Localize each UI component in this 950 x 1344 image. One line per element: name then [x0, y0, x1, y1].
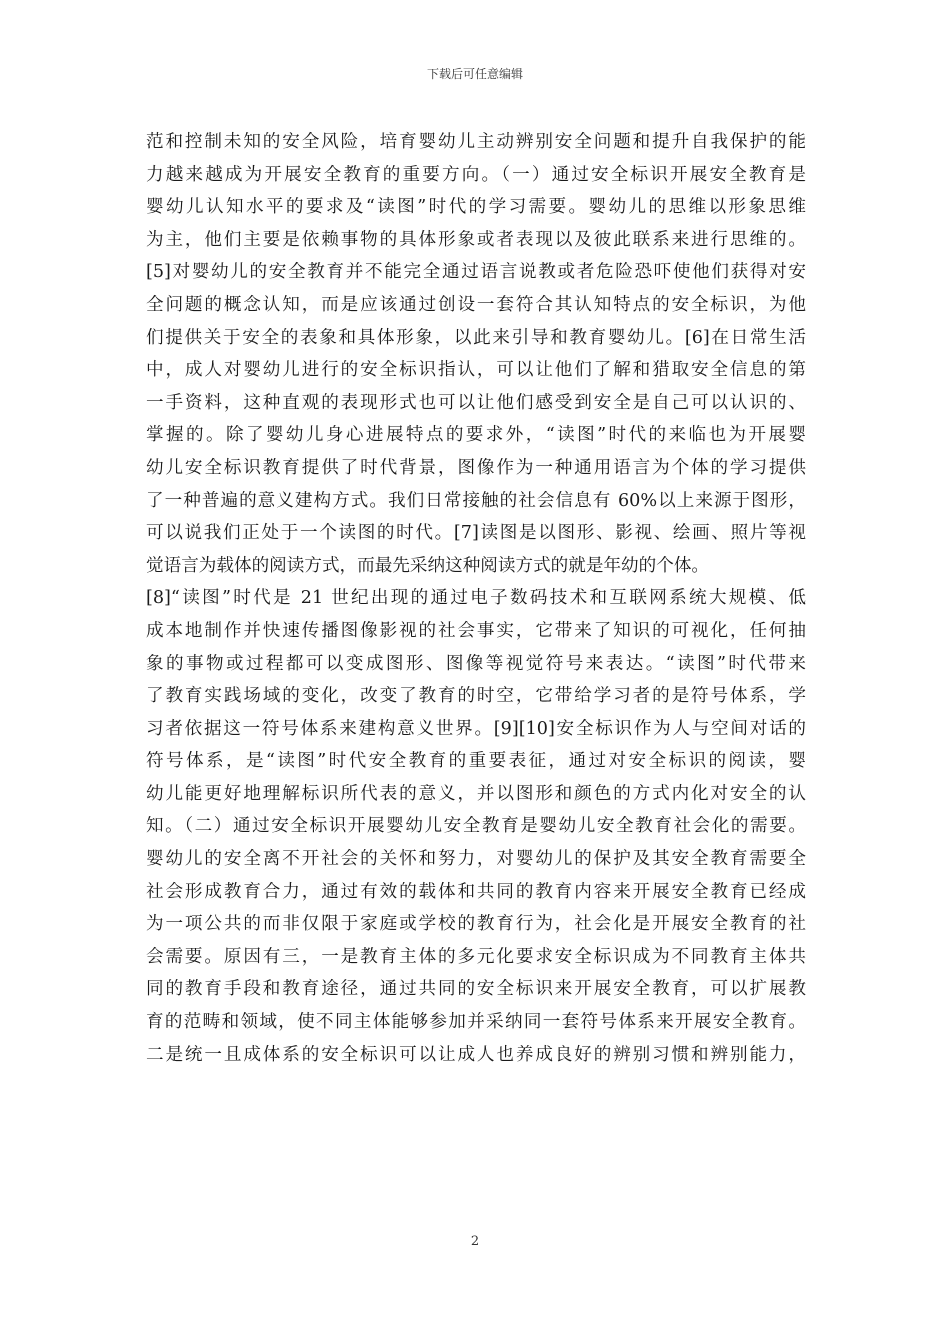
text-line: 一手资料，这种直观的表现形式也可以让他们感受到安全是自己可以认识的、 — [146, 392, 806, 413]
text-line: 婴幼儿的安全离不开社会的关怀和努力，对婴幼儿的保护及其安全教育需要全 — [146, 849, 806, 870]
text-line: [8]“读图”时代是 21 世纪出现的通过电子数码技术和互联网系统大规模、低 — [146, 588, 806, 609]
page-number: 2 — [470, 1234, 480, 1249]
text-line: 知。（二）通过安全标识开展婴幼儿安全教育是婴幼儿安全教育社会化的需要。 — [146, 816, 806, 837]
text-line: 掌握的。除了婴幼儿身心进展特点的要求外，“读图”时代的来临也为开展婴 — [146, 425, 806, 446]
text-line: 婴幼儿认知水平的要求及“读图”时代的学习需要。婴幼儿的思维以形象思维 — [146, 197, 806, 218]
text-line: 会需要。原因有三，一是教育主体的多元化要求安全标识成为不同教育主体共 — [146, 946, 806, 967]
text-line: 全问题的概念认知，而是应该通过创设一套符合其认知特点的安全标识，为他 — [146, 294, 806, 315]
body-text — [146, 126, 806, 1071]
page-header: 下载后可任意编辑 — [426, 67, 523, 81]
text-line: 为主，他们主要是依赖事物的具体形象或者表现以及彼此联系来进行思维的。 — [146, 229, 806, 250]
text-line: 中，成人对婴幼儿进行的安全标识指认，可以让他们了解和猎取安全信息的第 — [146, 360, 806, 381]
text-line: 了教育实践场域的变化，改变了教育的时空，它带给学习者的是符号体系，学 — [146, 686, 806, 707]
text-line: 成本地制作并快速传播图像影视的社会事实，它带来了知识的可视化，任何抽 — [146, 620, 806, 641]
text-line: 符号体系，是“读图”时代安全教育的重要表征，通过对安全标识的阅读，婴 — [146, 751, 806, 772]
text-line: 社会形成教育合力，通过有效的载体和共同的教育内容来开展安全教育已经成 — [146, 881, 806, 902]
text-line: 幼儿能更好地理解标识所代表的意义，并以图形和颜色的方式内化对安全的认 — [146, 783, 806, 804]
text-line: 同的教育手段和教育途径，通过共同的安全标识来开展安全教育，可以扩展教 — [146, 979, 806, 1000]
text-line: 育的范畴和领域，使不同主体能够参加并采纳同一套符号体系来开展安全教育。 — [146, 1012, 806, 1033]
text-line: 象的事物或过程都可以变成图形、图像等视觉符号来表达。“读图”时代带来 — [146, 653, 806, 674]
text-line: 为一项公共的而非仅限于家庭或学校的教育行为，社会化是开展安全教育的社 — [146, 914, 806, 935]
text-line: 了一种普遍的意义建构方式。我们日常接触的社会信息有 60%以上来源于图形， — [146, 490, 806, 511]
text-line: 二是统一且成体系的安全标识可以让成人也养成良好的辨别习惯和辨别能力， — [146, 1044, 806, 1065]
text-line: 幼儿安全标识教育提供了时代背景，图像作为一种通用语言为个体的学习提供 — [146, 457, 806, 478]
text-line: 们提供关于安全的表象和具体形象，以此来引导和教育婴幼儿。[6]在日常生活 — [146, 327, 806, 348]
text-line: 力越来越成为开展安全教育的重要方向。（一）通过安全标识开展安全教育是 — [146, 164, 806, 185]
text-line: 习者依据这一符号体系来建构意义世界。[9][10]安全标识作为人与空间对话的 — [146, 718, 806, 739]
text-line: [5]对婴幼儿的安全教育并不能完全通过语言说教或者危险恐吓使他们获得对安 — [146, 262, 806, 283]
text-line: 觉语言为载体的阅读方式，而最先采纳这种阅读方式的就是年幼的个体。 — [146, 555, 710, 576]
text-line: 可以说我们正处于一个读图的时代。[7]读图是以图形、影视、绘画、照片等视 — [146, 523, 806, 544]
text-line: 范和控制未知的安全风险，培育婴幼儿主动辨别安全问题和提升自我保护的能 — [146, 132, 806, 152]
